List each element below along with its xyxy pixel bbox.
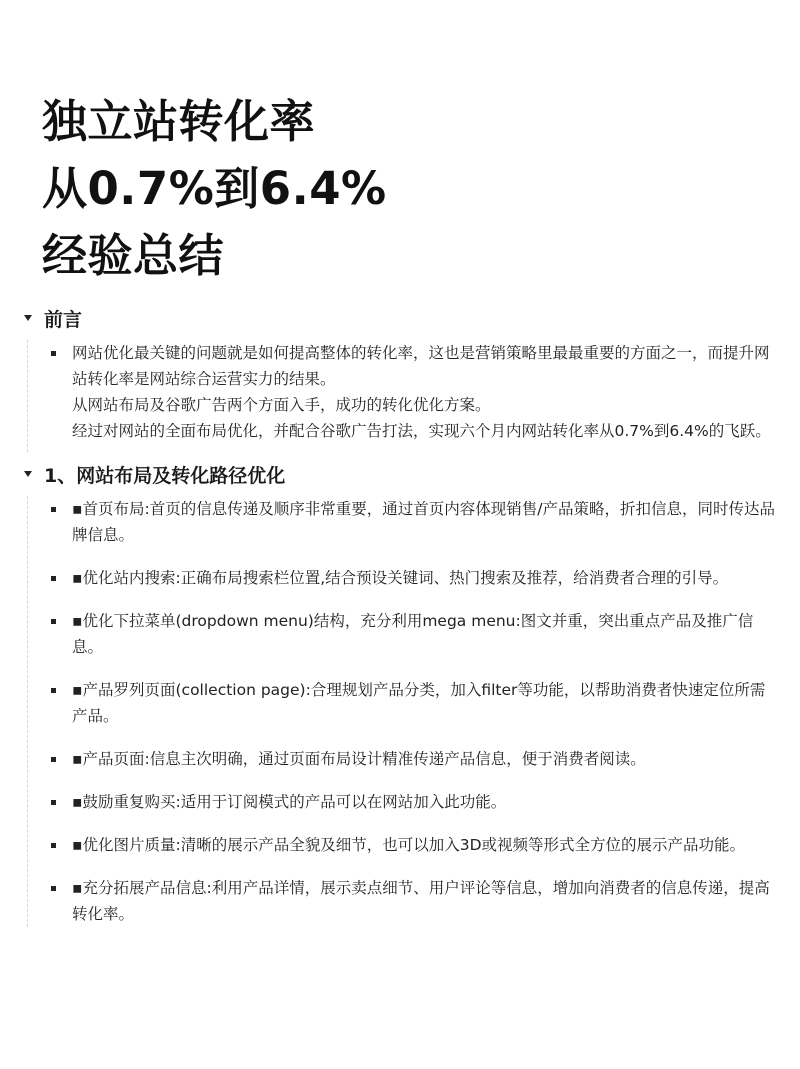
item-text: ▪优化图片质量:清晰的展示产品全貌及细节，也可以加入3D或视频等形式全方位的展示产品功能。 — [72, 836, 746, 854]
list-item — [0, 496, 800, 548]
collapse-caret-icon[interactable] — [24, 315, 32, 321]
item-text: ▪优化站内搜索:正确布局搜索栏位置,结合预设关键词、热门搜索及推荐，给消费者合理的引导。 — [72, 569, 729, 587]
section-layout-optimization — [0, 452, 800, 927]
list-item — [0, 340, 800, 452]
bullet-icon — [51, 843, 56, 848]
list-item — [0, 789, 800, 815]
bullet-icon — [51, 688, 56, 693]
bullet-icon — [51, 757, 56, 762]
bullet-icon — [51, 351, 56, 356]
section-preface — [0, 296, 800, 452]
bullet-icon — [51, 576, 56, 581]
list-item — [0, 875, 800, 927]
item-text: ▪产品页面:信息主次明确，通过页面布局设计精准传递产品信息，便于消费者阅读。 — [72, 750, 646, 768]
outline — [0, 296, 800, 944]
bullet-icon — [51, 507, 56, 512]
item-text: ▪产品罗列页面(collection page):合理规划产品分类，加入filter等功能，以帮助消费者快速定位所需产品。 — [72, 681, 766, 725]
title-line: 独立站转化率 — [42, 95, 316, 148]
section-header-preface[interactable] — [0, 296, 800, 340]
section-header-layout[interactable] — [0, 452, 800, 496]
page-title — [42, 88, 387, 289]
item-text: ▪首页布局:首页的信息传递及顺序非常重要，通过首页内容体现销售/产品策略，折扣信息，同时传达品牌信息。 — [72, 500, 775, 544]
list-item — [0, 832, 800, 858]
item-text: ▪优化下拉菜单(dropdown menu)结构，充分利用mega menu:图文并重，突出重点产品及推广信息。 — [72, 612, 754, 656]
title-line: 从0.7%到6.4% — [42, 162, 387, 215]
paragraph: 经过对网站的全面布局优化，并配合谷歌广告打法，实现六个月内网站转化率从0.7%到6.4%的飞跃。 — [72, 422, 771, 440]
section-heading: 前言 — [44, 308, 83, 331]
item-text: ▪鼓励重复购买:适用于订阅模式的产品可以在网站加入此功能。 — [72, 793, 507, 811]
paragraph: 网站优化最关键的问题就是如何提高整体的转化率，这也是营销策略里最最重要的方面之一，而提升网站转化率是网站综合运营实力的结果。 — [72, 344, 770, 388]
item-text: ▪充分拓展产品信息:利用产品详情，展示卖点细节、用户评论等信息，增加向消费者的信息传递，提高转化率。 — [72, 879, 770, 923]
section-heading: 1、网站布局及转化路径优化 — [44, 464, 286, 487]
bullet-icon — [51, 619, 56, 624]
list-item — [0, 565, 800, 591]
list-item — [0, 746, 800, 772]
collapse-caret-icon[interactable] — [24, 471, 32, 477]
paragraph: 从网站布局及谷歌广告两个方面入手，成功的转化优化方案。 — [72, 396, 491, 414]
list-item — [0, 608, 800, 660]
list-item — [0, 677, 800, 729]
title-line: 经验总结 — [42, 229, 225, 282]
bullet-icon — [51, 886, 56, 891]
bullet-icon — [51, 800, 56, 805]
